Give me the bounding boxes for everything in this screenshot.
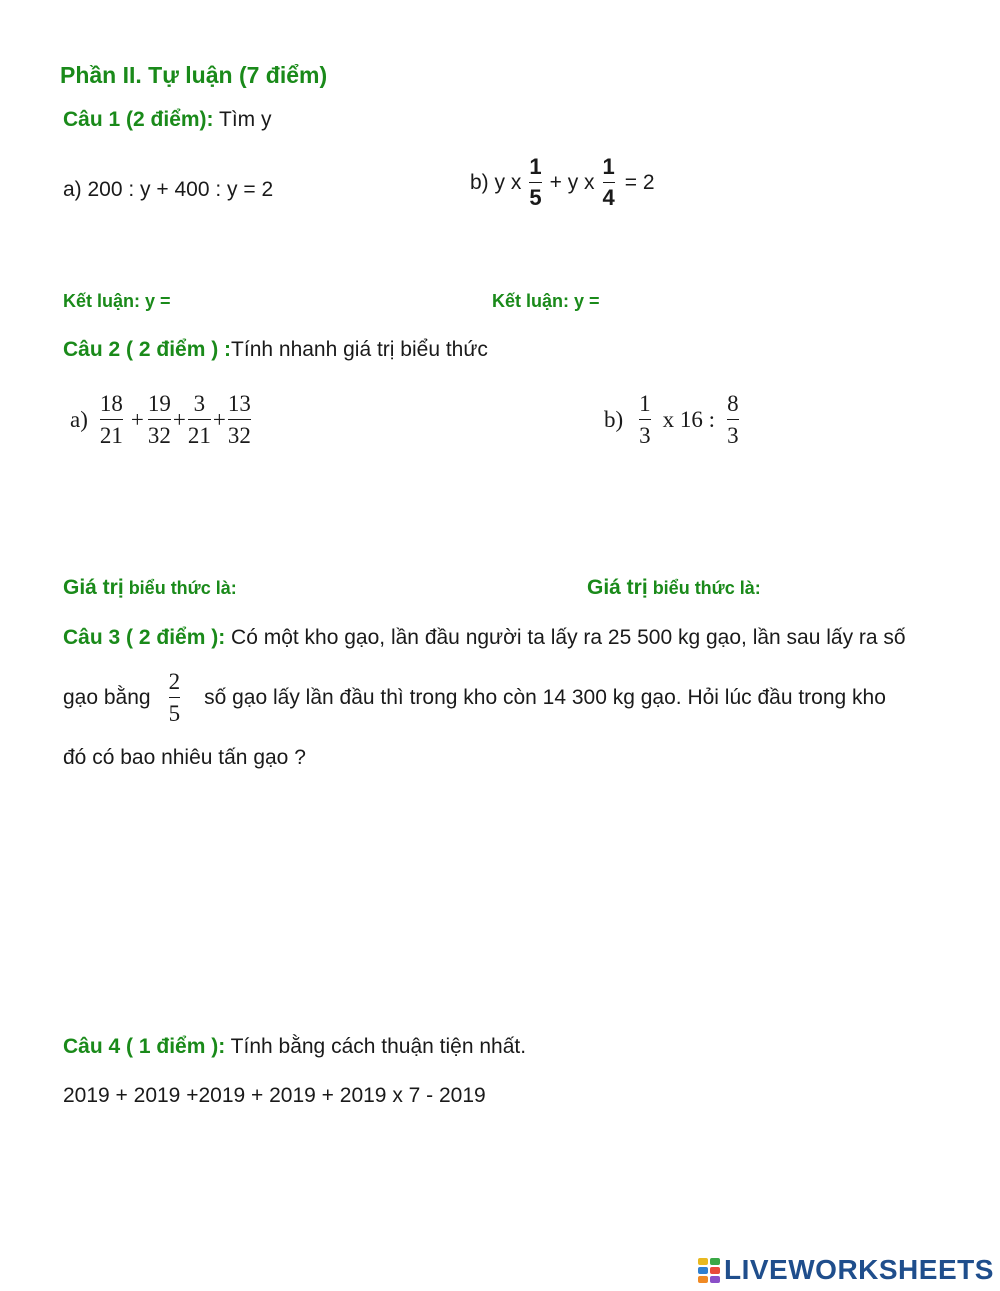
logo-text: LIVEWORKSHEETS — [724, 1254, 994, 1285]
liveworksheets-logo — [698, 1254, 994, 1286]
result-b-big: Giá trị — [587, 576, 648, 599]
fraction-numerator: 3 — [193, 391, 206, 416]
plus-sign: + — [172, 406, 186, 432]
fraction-numerator: 1 — [602, 154, 615, 179]
fraction-denominator: 21 — [99, 423, 123, 448]
fraction-numerator: 13 — [227, 391, 251, 416]
question-1b-mid: + y x — [549, 170, 595, 194]
result-a-small: biểu thức là: — [123, 578, 237, 598]
question-3-line-1 — [63, 626, 906, 650]
result-a-big: Giá trị — [63, 576, 124, 599]
fraction-denominator: 32 — [147, 423, 171, 448]
fraction-denominator: 5 — [529, 185, 542, 210]
fraction — [228, 392, 251, 447]
fraction — [100, 392, 123, 447]
question-4-heading — [63, 1035, 526, 1059]
question-2b-expression — [604, 392, 739, 447]
fraction-numerator: 1 — [639, 391, 651, 416]
question-3-fraction — [169, 670, 181, 725]
question-1-heading — [63, 108, 271, 132]
question-1a: a) 200 : y + 400 : y = 2 — [63, 178, 274, 201]
question-1b-fraction-1 — [529, 156, 541, 209]
question-1b-suffix: = 2 — [624, 170, 655, 194]
question-2b-label: b) — [604, 406, 624, 432]
question-3-text: Có một kho gạo, lần đầu người ta lấy ra 25 500 kg gạo, lần sau lấy ra số — [225, 626, 906, 649]
fraction-denominator: 5 — [168, 701, 181, 726]
question-2b-mid: x 16 : — [662, 406, 716, 432]
question-2-label: Câu 2 ( 2 điểm ) : — [63, 338, 232, 361]
question-1b — [470, 156, 655, 209]
question-4-text: Tính bằng cách thuận tiện nhất. — [225, 1035, 527, 1058]
conclusion-a: Kết luận: y = — [63, 291, 171, 311]
fraction — [188, 392, 211, 447]
fraction-denominator: 21 — [187, 423, 211, 448]
question-3-line-2 — [63, 670, 886, 725]
question-4-label: Câu 4 ( 1 điểm ): — [63, 1035, 226, 1058]
plus-sign: + — [130, 406, 144, 432]
result-b — [587, 576, 761, 600]
question-3-line-2-after: số gạo lấy lần đầu thì trong kho còn 14 300 kg gạo. Hỏi lúc đầu trong kho — [204, 685, 886, 709]
question-2a-expression — [70, 392, 251, 447]
fraction — [727, 392, 739, 447]
fraction — [639, 392, 651, 447]
question-2-text: Tính nhanh giá trị biểu thức — [231, 338, 488, 361]
fraction — [148, 392, 171, 447]
question-4-expression: 2019 + 2019 +2019 + 2019 + 2019 x 7 - 2019 — [63, 1084, 486, 1107]
fraction-numerator: 1 — [529, 154, 542, 179]
question-1-label: Câu 1 (2 điểm): — [63, 108, 214, 131]
question-3-line-2-before: gạo bằng — [63, 685, 151, 709]
fraction-denominator: 3 — [727, 423, 739, 448]
fraction-numerator: 2 — [168, 669, 181, 694]
plus-sign: + — [212, 406, 226, 432]
question-1-text: Tìm y — [213, 108, 272, 131]
section-title: Phần II. Tự luận (7 điểm) — [60, 62, 328, 88]
question-1b-fraction-2 — [603, 156, 615, 209]
fraction-denominator: 3 — [639, 423, 651, 448]
fraction-denominator: 4 — [602, 185, 615, 210]
question-2-heading — [63, 338, 488, 362]
question-3-label: Câu 3 ( 2 điểm ): — [63, 626, 226, 649]
fraction-numerator: 18 — [99, 391, 123, 416]
fraction-numerator: 8 — [727, 391, 739, 416]
result-a — [63, 576, 237, 600]
fraction-denominator: 32 — [227, 423, 251, 448]
logo-mark-icon — [698, 1258, 720, 1283]
question-1b-prefix: b) y x — [470, 170, 522, 194]
question-3-line-3: đó có bao nhiêu tấn gạo ? — [63, 746, 306, 769]
question-2a-label: a) — [70, 406, 88, 432]
fraction-numerator: 19 — [147, 391, 171, 416]
result-b-small: biểu thức là: — [647, 578, 761, 598]
conclusion-b: Kết luận: y = — [492, 291, 600, 311]
